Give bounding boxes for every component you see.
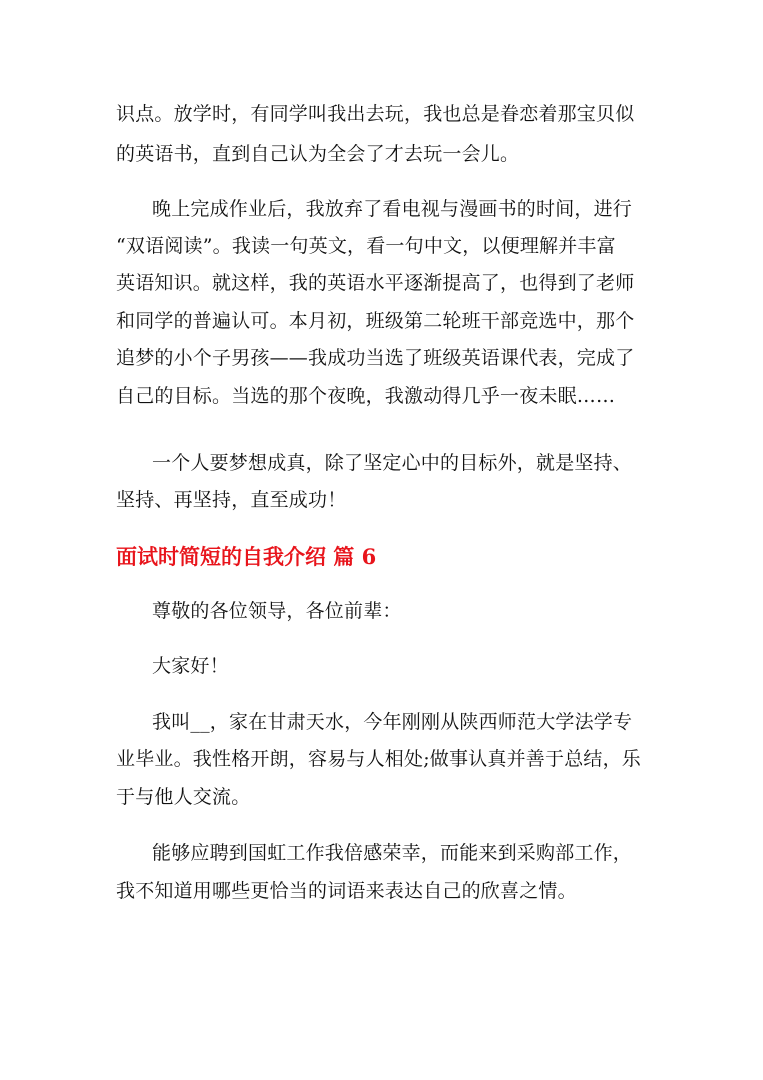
paragraph-2-line-6: 自己的目标。当选的那个夜晚，我激动得几乎一夜未眠…… [116,385,616,407]
paragraph-2-line-4: 和同学的普遍认可。本月初，班级第二轮班干部竞选中，那个 [116,310,635,332]
paragraph-2-line-1: 晚上完成作业后，我放弃了看电视与漫画书的时间，进行 [152,198,633,220]
paragraph-2-line-2: “双语阅读”。我读一句英文，看一句中文，以便理解并丰富 [116,235,616,257]
paragraph-3-line-2: 坚持、再坚持，直至成功！ [116,489,347,511]
paragraph-4-line-1: 尊敬的各位领导，各位前辈： [152,600,402,622]
paragraph-3-line-1: 一个人要梦想成真，除了坚定心中的目标外，就是坚持、 [152,452,633,474]
paragraph-1-line-1: 识点。放学时，有同学叫我出去玩，我也总是眷恋着那宝贝似 [116,103,635,125]
paragraph-5-line-1: 大家好！ [152,655,229,677]
section-heading: 面试时简短的自我介绍 篇 6 [116,544,377,569]
paragraph-6-line-2: 业毕业。我性格开朗，容易与人相处;做事认真并善于总结，乐 [116,748,642,770]
paragraph-6-line-1: 我叫__，家在甘肃天水，今年刚刚从陕西师范大学法学专 [152,711,633,733]
paragraph-7-line-2: 我不知道用哪些更恰当的词语来表达自己的欣喜之情。 [116,880,577,902]
paragraph-6-line-3: 于与他人交流。 [116,786,251,808]
paragraph-7-line-1: 能够应聘到国虹工作我倍感荣幸，而能来到采购部工作， [152,842,633,864]
paragraph-1-line-2: 的英语书，直到自己认为全会了才去玩一会儿。 [116,143,520,165]
paragraph-2-line-5: 追梦的小个子男孩——我成功当选了班级英语课代表，完成了 [116,347,635,369]
paragraph-2-line-3: 英语知识。就这样，我的英语水平逐渐提高了，也得到了老师 [116,272,635,294]
